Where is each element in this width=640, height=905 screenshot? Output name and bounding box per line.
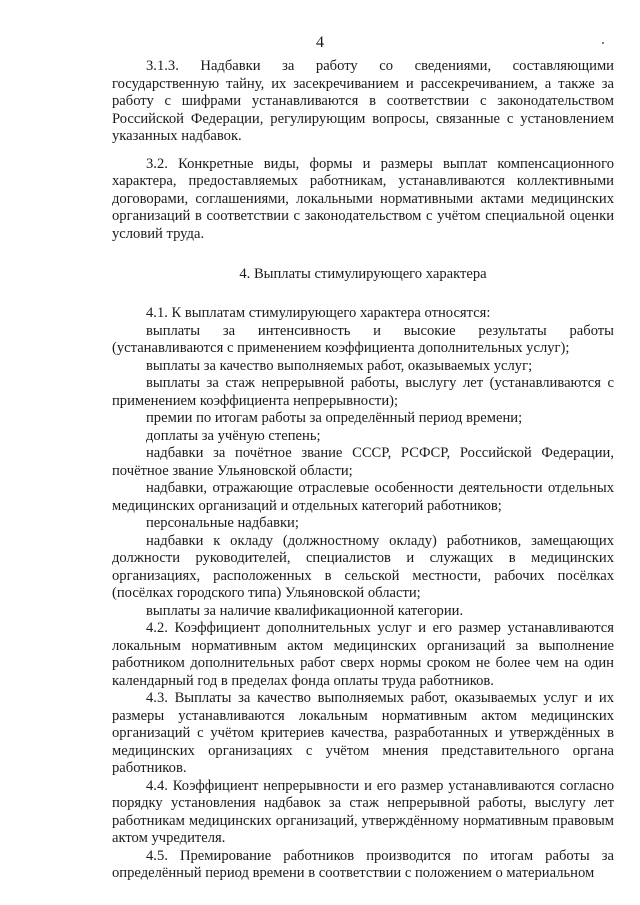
list-item: выплаты за интенсивность и высокие результаты работы (устанавливаются с применением коэффициента дополнительных услуг); — [112, 322, 614, 356]
paragraph-3-1-3: 3.1.3. Надбавки за работу со сведениями, составляющими государственную тайну, их засекречиванием и рассекречиванием, а также за работу с шифрами устанавливаются в соответствии с законодательством Российской Федерации, регулирующим вопросы, связанные с установлением указанных надбавок. — [112, 58, 614, 144]
list-item: надбавки, отражающие отраслевые особенности деятельности отдельных медицинских организаций и отдельных категорий работников; — [112, 480, 614, 514]
paragraph-4-2: 4.2. Коэффициент дополнительных услуг и его размер устанавливаются локальным нормативным актом медицинских организаций за выполнение работником дополнительных работ сверх нормы сроком не более чем на один календарный год в пределах фонда оплаты труда работников. — [112, 620, 614, 689]
list-item: выплаты за наличие квалификационной категории. — [146, 602, 464, 619]
list-item: премии по итогам работы за определённый период времени; — [146, 410, 523, 426]
paragraph-4-1: 4.1. К выплатам стимулирующего характера относятся: — [146, 305, 491, 321]
document-body — [112, 58, 614, 883]
paragraph-3-2: 3.2. Конкретные виды, формы и размеры выплат компенсационного характера, предоставляемых работникам, устанавливаются коллективными договорами, соглашениями, локальными нормативными актами медицинских организаций в соответствии с законодательством с учётом специальной оценки условий труда. — [112, 155, 614, 242]
list-item: надбавки за почётное звание СССР, РСФСР, Российской Федерации, почётное звание Ульяновской области; — [112, 445, 614, 479]
paragraph-4-3: 4.3. Выплаты за качество выполняемых работ, оказываемых услуг и их размеры устанавливаются локальным нормативным актом медицинских организаций с учётом критериев качества, разработанных и утверждённых в медицинских организациях с учётом мнения представительного органа работников. — [112, 690, 614, 776]
list-item: выплаты за стаж непрерывной работы, выслугу лет (устанавливаются с применением коэффициента непрерывности); — [112, 375, 614, 409]
section-title: 4. Выплаты стимулирующего характера — [239, 266, 487, 282]
page-number: 4 — [316, 34, 324, 51]
list-item: выплаты за качество выполняемых работ, оказываемых услуг; — [146, 357, 533, 374]
paragraph-4-4: 4.4. Коэффициент непрерывности и его размер устанавливаются согласно порядку установления надбавок за стаж непрерывной работы, выслугу лет работникам медицинских организаций, утверждённому нормативным правовым актом учредителя. — [112, 777, 614, 846]
list-item: персональные надбавки; — [146, 515, 299, 531]
list-item: доплаты за учёную степень; — [146, 427, 321, 444]
paragraph-4-5: 4.5. Премирование работников производится по итогам работы за определённый период времени в соответствии с положением о материальном — [112, 847, 614, 881]
scan-speck — [602, 42, 604, 44]
list-item: надбавки к окладу (должностному окладу) работников, замещающих должности руководителей, специалистов и служащих в медицинских организациях, расположенных в сельской местности, рабочих посёлках (посёлках городского типа) Ульяновской области; — [112, 532, 614, 601]
